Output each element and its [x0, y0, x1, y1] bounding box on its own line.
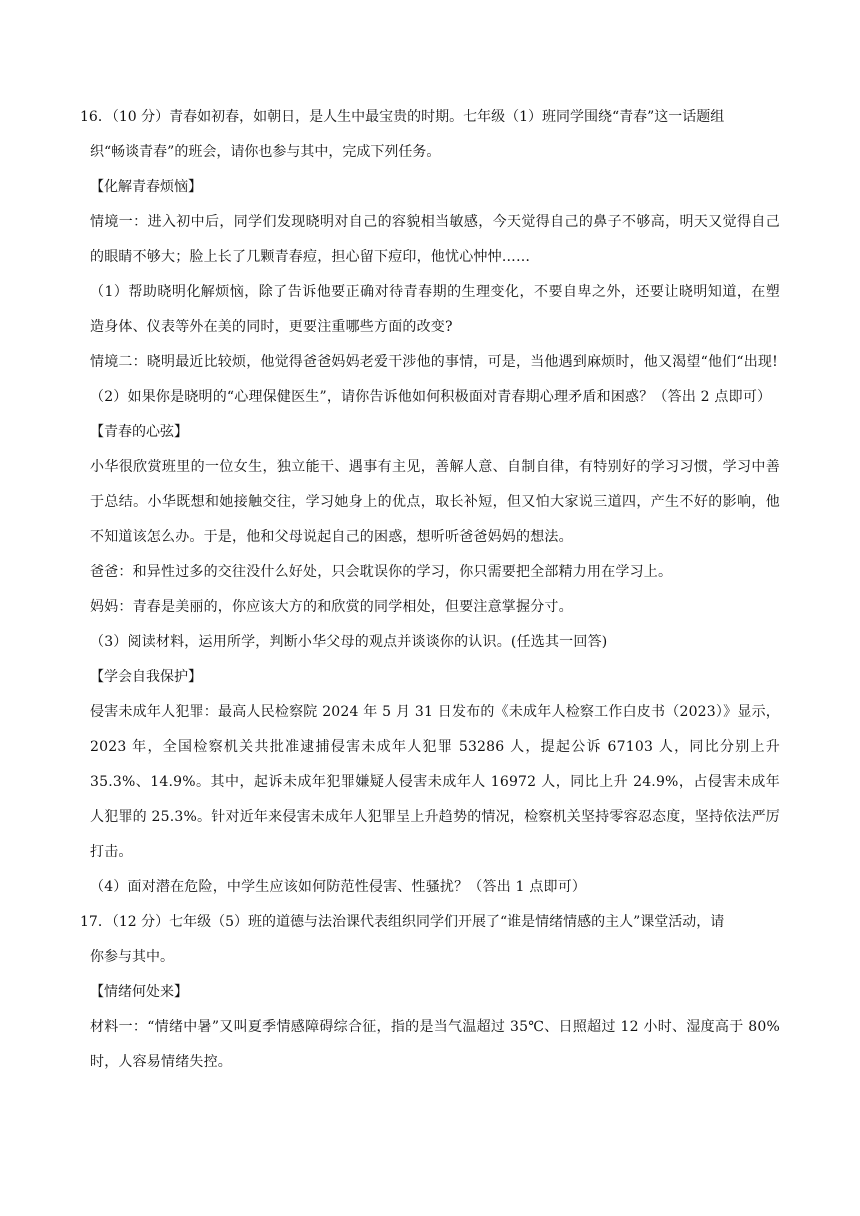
- q16-section-title-troubles: 【化解青春烦恼】: [90, 179, 202, 195]
- q16-section-title-heartstrings: 【青春的心弦】: [90, 424, 188, 440]
- page-content: [80, 100, 780, 1080]
- q16-task-2: （2）如果你是晓明的“心理保健医生”，请你告诉他如何积极面对青春期心理矛盾和困惑？（答出 2 点即可）: [90, 389, 772, 405]
- q16-task-4: （4）面对潜在危险，中学生应该如何防范性侵害、性骚扰？（答出 1 点即可）: [90, 879, 587, 895]
- q16-task-3: （3）阅读材料，运用所学，判断小华父母的观点并谈谈你的认识。(任选其一回答): [90, 634, 608, 650]
- q17-header-line2: 你参与其中。: [90, 949, 174, 965]
- q17-material-one: 材料一：“情绪中暑”又叫夏季情感障碍综合征，指的是当气温超过 35℃、日照超过 12 小时、湿度高于 80%时，人容易情绪失控。: [90, 1019, 780, 1070]
- q17-section-title-emotion-source: 【情绪何处来】: [90, 984, 188, 1000]
- q16-header-line1: 16．（10 分）青春如初春，如朝日，是人生中最宝贵的时期。七年级（1）班同学围绕“青春”这一话题组: [80, 109, 725, 125]
- q16-task-1: （1）帮助晓明化解烦恼，除了告诉他要正确对待青春期的生理变化，不要自卑之外，还要让晓明知道，在塑造身体、仪表等外在美的同时，更要注重哪些方面的改变?: [90, 284, 780, 335]
- q16-material-xiaohua: 小华很欣赏班里的一位女生，独立能干、遇事有主见，善解人意、自制自律，有特别好的学习习惯，学习中善于总结。小华既想和她接触交往，学习她身上的优点，取长补短，但又怕大家说三道四，产生不好的影响，他不知道该怎么办。于是，他和父母说起自己的困惑，想听听爸爸妈妈的想法。: [90, 459, 780, 545]
- q16-header-line2: 织“畅谈青春”的班会，请你也参与其中，完成下列任务。: [90, 144, 441, 160]
- q16-scenario-two: 情境二：晓明最近比较烦，他觉得爸爸妈妈老爱干涉他的事情，可是，当他遇到麻烦时，他又渴望“他们“出现!: [90, 354, 778, 370]
- q17-header-line1: 17．（12 分）七年级（5）班的道德与法治课代表组织同学们开展了“谁是情绪情感的主人”课堂活动，请: [80, 914, 725, 930]
- q16-scenario-one: 情境一：进入初中后，同学们发现晓明对自己的容貌相当敏感，今天觉得自己的鼻子不够高，明天又觉得自己的眼睛不够大；脸上长了几颗青春痘，担心留下痘印，他忧心忡忡……: [90, 214, 780, 265]
- q16-mom-view: 妈妈：青春是美丽的，你应该大方的和欣赏的同学相处，但要注意掌握分寸。: [90, 599, 573, 615]
- q16-section-title-self-protection: 【学会自我保护】: [90, 669, 202, 685]
- q16-dad-view: 爸爸：和异性过多的交往没什么好处，只会耽误你的学习，你只需要把全部精力用在学习上。: [90, 564, 673, 580]
- q16-crime-statistics: 侵害未成年人犯罪：最高人民检察院 2024 年 5 月 31 日发布的《未成年人检察工作白皮书（2023）》显示，2023 年，全国检察机关共批准逮捕侵害未成年人犯罪 53286 人，提起公诉 67103 人，同比分别上升 35.3%、14.9%。其中，起诉未成年犯罪嫌疑人侵害未成年人 16972 人，同比上升 24.9%，占侵害未成年人犯罪的 25.3%。针对近年来侵害未成年人犯罪呈上升趋势的情况，检察机关坚持零容忍态度，坚持依法严厉打击。: [90, 704, 780, 860]
